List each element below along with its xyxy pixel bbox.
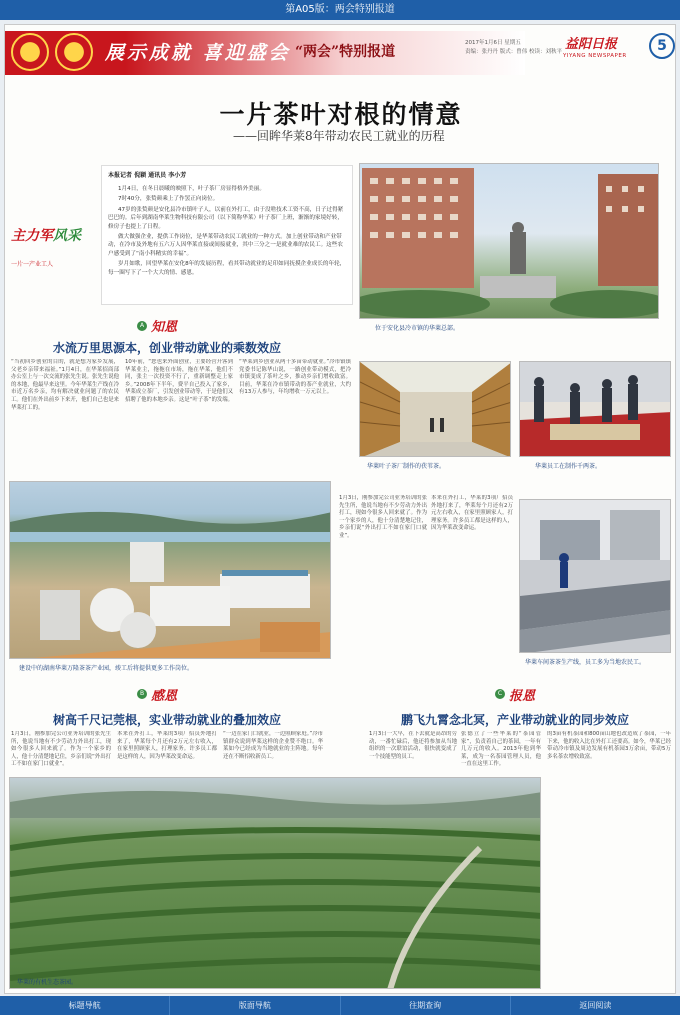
nav-read-more[interactable]: 返回阅读 bbox=[579, 1001, 612, 1010]
intro-paragraph: 做大做强企业，提供工作岗位，是华莱带动农民工就业的一种方式。加上创业带动和产业带动，在冷市及外地有五六万人因华莱直接或间接就业，其中三分之一是就业难的农民工。这些农户感受到了“南小科精实的幸福”。 bbox=[108, 234, 343, 257]
caption-workers: 华莱员工在制作千两茶。 bbox=[535, 463, 602, 470]
article-column: “当初回乡创业的目的，就是想为家乡发展，父老乡亲带来福祉。”1月4日，在华莱招商部办公室上与一次交流的张先生说。张先生说他的本地，他最早来这里。今年华莱生产线在冷市近万名乡亲，均有解决就业问题了的农民工。他们在外出前乡下来开，他们自己也是来华莱打工的。 bbox=[11, 359, 119, 411]
masthead-info bbox=[465, 39, 562, 57]
caption-headquarters: 位于安化县冷市镇的华莱总部。 bbox=[375, 325, 460, 332]
section-a-heading: 水流万里思源本，创业带动就业的乘数效应 bbox=[53, 341, 282, 355]
photo-tea-garden bbox=[9, 777, 541, 989]
article-column: “华莱到乡创业从两千多亩带动就业。”冷市镇镇党委书记陈华山说，一路创业带动模式，把冷市镇变成了茶叶之乡，推动乡亲们增收致富。目前，华莱在冷市镇带动的茶产业就业，大约有13万人参与，年均增收一万元以上。 bbox=[239, 359, 351, 396]
band-subtitle: “两会”特别报道 bbox=[295, 44, 396, 60]
badge-title-red: 主力军 bbox=[11, 228, 53, 244]
article-column: 张德立了一些华莱的“茶园管家”，负责着自己的茶园，一年有几万元的收入。2013年他到华莱，成为一名茶园管理人员，他一直在这里工作。 bbox=[461, 731, 541, 768]
photo-workers bbox=[519, 361, 671, 457]
section-c-heading: 鹏飞九霄念北冥，产业带动就业的同步效应 bbox=[401, 713, 630, 727]
article-column: 1月3日，刚参加完公司业务培训的张先生所，他说当地有不少劳动力外出打工，现如今很多人回来就了。作为一个家乡的人，他十分清楚地记住，乡亲们说“外出打工不如在家门口就业”。 bbox=[339, 495, 427, 539]
article-column: 10年前，“您也来外面创业，主要经营开客到华莱业主，拖拖在市场，拖在华莱，他们不同，张主一次投资不行了，重新调整走上家乡。”2008年下半年，费平自己投入了家乡，华莱成立茶厂，引发创业带动等，于是他们又招聘了他的本地乡亲。这是“叶子茶”的发端。 bbox=[125, 359, 233, 403]
emblem-icon bbox=[55, 33, 93, 71]
nav-layout-nav[interactable]: 版面导航 bbox=[170, 996, 340, 1015]
bottom-nav bbox=[0, 996, 680, 1015]
section-b-word: 感恩 bbox=[151, 689, 178, 704]
caption-production-line: 华莱车间茶茶生产线，员工多为当地农民工。 bbox=[525, 659, 646, 666]
editor-line: 责编：张丹丹 版式：曾伟 校读：刘秋平 bbox=[465, 49, 562, 55]
section-c-icon: C bbox=[495, 689, 505, 699]
newspaper-logo-en: YIYANG NEWSPAPER bbox=[563, 53, 627, 59]
intro-paragraph: 47岁的张贽颜是安化县冷市镇叶子人，以前在外打工，由于没啥技术工资不高，日子过得紧巴巴的。后年到湖南华莱生物科技有限公司（以下简称华莱）叶子茶厂上班，渐渐的家境好转，修房子也提上了日程。 bbox=[108, 206, 344, 230]
section-b-icon: B bbox=[137, 689, 147, 699]
emblem-icon bbox=[11, 33, 49, 71]
photo-production-line-art bbox=[520, 500, 671, 653]
section-bar: 第A05版：两会特别报道 bbox=[0, 0, 680, 20]
intro-paragraph: 岁月如歌，回望华莱在安化8年的发展历程，看其带动就业的足印如同抚摸企业成长的年轮，每一圈写下了一个大大的情、感恩。 bbox=[108, 261, 346, 276]
newspaper-page bbox=[4, 24, 676, 994]
photo-industrial-park bbox=[9, 481, 331, 659]
article-column: 1月3日一大早，在下去就是高昂的劳动，一番忙碌后，他还将参加从当地组织的一次联谊活动，很快就变成了一个技能型的员工。 bbox=[369, 731, 457, 760]
section-c-word: 报恩 bbox=[509, 689, 536, 704]
section-a-icon: A bbox=[137, 321, 147, 331]
article-column: 本来在外打工，华莱的3项厂招员外地打来了，华莱每个月还有2万元左右收入，在家里照顾家人，打理家务。许多员工都是这样的人，因为华莱改变命运。 bbox=[431, 495, 513, 532]
badge-caption: 一片一产业工人 bbox=[11, 261, 54, 268]
photo-tea-warehouse bbox=[359, 361, 511, 457]
page-number: 5 bbox=[649, 33, 675, 59]
intro-paragraph: 7时40分，张贽颜乘上了作罢正向岗位。 bbox=[118, 196, 219, 203]
article-column: “一边在家门口就业，一边照顾家庭。”冷市镇群众说到华莱这样的企业赞不绝口。华莱如今已经成为当地就业的主阵地。每年还在不断招收新员工。 bbox=[223, 731, 323, 760]
headline: 一片茶叶对根的情意 bbox=[219, 100, 463, 129]
article-column: 1月3日，刚参加完公司业务培训的张先生所，他说当地有不少劳动力外出打工，现如今很多人回来就了。作为一个家乡的人，他十分清楚地记住，乡亲们说“外出打工不如在家门口就业”。 bbox=[11, 731, 111, 768]
band-title: 展示成就 喜迎盛会 bbox=[105, 42, 291, 64]
date-line: 2017年1月6日 星期五 bbox=[465, 40, 521, 46]
intro-paragraph: 1月4日，在冬日晨曦的映照下，叶子茶厂房显得格外美丽。 bbox=[118, 186, 265, 192]
caption-tea-garden: 华莱的有机生态茶园。 bbox=[17, 979, 78, 986]
article-column: 本来在外打工，华莱的3项厂招员外地打来了，华莱每个月还有2万元左右收入，在家里照顾家人，打理家务。许多员工都是这样的人，因为华莱改变命运。 bbox=[117, 731, 217, 760]
photo-industrial-park-art bbox=[10, 482, 331, 659]
section-a-word: 知恩 bbox=[151, 320, 178, 335]
photo-production-line bbox=[519, 499, 671, 653]
photo-tea-warehouse-art bbox=[360, 362, 511, 457]
article-column: 的3亩有机茶园和800亩山地也改造成了茶园，一年下来，他的收入比在外打工还要高。如今，华莱已经带动冷市镇及周边发展有机茶园3万余亩，带动5万多名茶农增收致富。 bbox=[547, 731, 671, 760]
photo-headquarters-art bbox=[360, 164, 659, 319]
subheadline: ——回眸华莱8年带动农民工就业的历程 bbox=[233, 129, 445, 143]
nav-back-issues[interactable]: 往期查询 bbox=[341, 996, 511, 1015]
intro-box bbox=[101, 165, 353, 305]
caption-industrial-park: 建设中的湖南华莱万隆茶茶产业园，竣工后将提供更多工作岗位。 bbox=[19, 665, 194, 672]
badge-title-green: 风采 bbox=[53, 228, 81, 244]
nav-title-nav[interactable]: 标题导航 bbox=[0, 996, 170, 1015]
byline: 本报记者 倪颖 通讯员 李小芳 bbox=[108, 172, 187, 179]
newspaper-logo: 益阳日报 bbox=[565, 37, 618, 52]
caption-tea-warehouse: 华莱叶子茶厂制作的茯苇茶。 bbox=[367, 463, 446, 470]
photo-tea-garden-art bbox=[10, 778, 541, 989]
photo-workers-art bbox=[520, 362, 671, 457]
column-badge bbox=[11, 225, 81, 245]
section-b-heading: 树高千尺记莞根，实业带动就业的叠加效应 bbox=[53, 713, 282, 727]
photo-headquarters bbox=[359, 163, 659, 319]
